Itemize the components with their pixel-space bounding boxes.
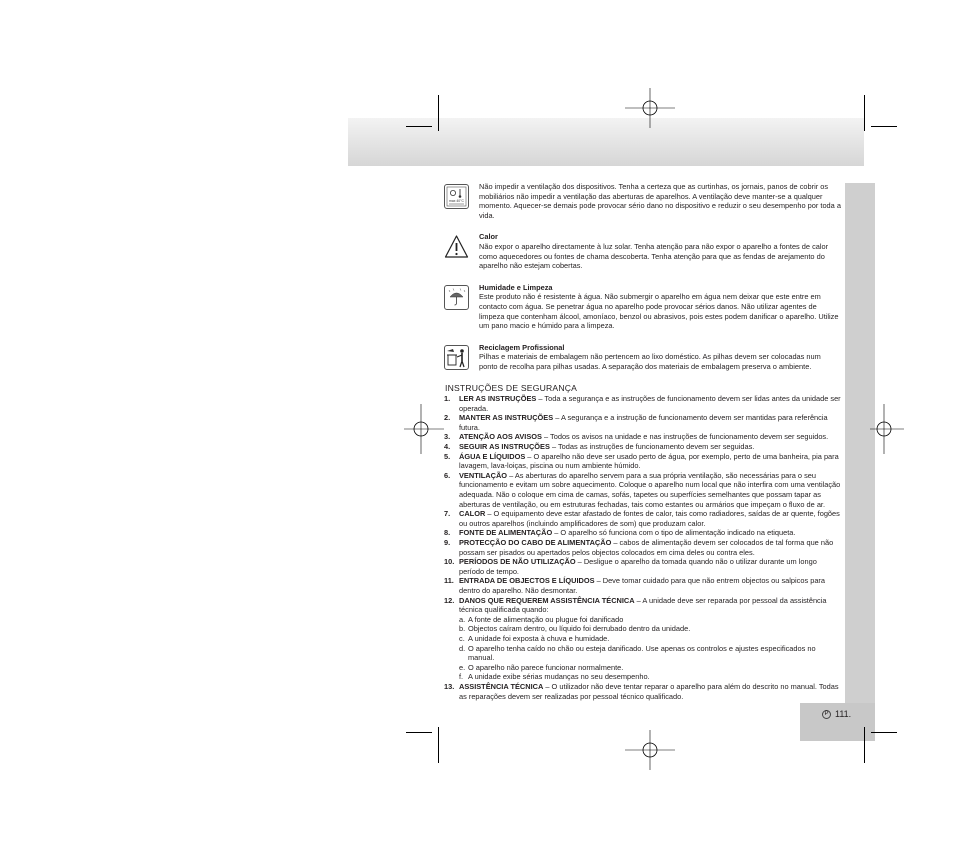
list-item: 5. ÁGUA E LÍQUIDOS – O aparelho não deve ser usado perto de água, por exemplo, perto de uma banheira, pia para lavagem, lava-loiças, piscina ou num ambiente húmido. [444,451,839,471]
registration-mark-left [404,404,444,454]
registration-mark-right [870,404,910,454]
crop-mark [871,126,897,127]
crop-mark [406,732,432,733]
sub-item: c. A unidade foi exposta à chuva e humidade. [459,633,610,643]
list-item: 3. ATENÇÃO AOS AVISOS – Todos os avisos na unidade e nas instruções de funcionamento devem ser seguidos. [444,432,829,442]
recycling-bin-icon [444,345,469,370]
notice-ventilation [444,182,841,220]
page-number-text: 111. [835,709,852,719]
notice-moisture [444,283,841,331]
page-content [444,182,841,701]
crop-mark [438,95,439,131]
list-item: 6. VENTILAÇÃO – As aberturas do aparelho servem para a sua própria ventilação, são necessárias para o seu funcionamento e evitam um sobre aquecimento. Coloque o aparelho num local que não interfira com uma ventilação adequada. Não o coloque em cima de camas, sofás, tapetes ou superfícies semelhantes que possam tapar as aberturas de ventilação, ou em estruturas fechadas, tais como estantes ou armários que impeçam o fluxo de ar. [444,470,841,509]
safety-list-cont [444,682,841,701]
crop-mark [438,727,439,763]
moisture-umbrella-icon [444,285,469,310]
page-number [822,709,851,719]
crop-mark [406,126,432,127]
notice-heat [444,232,841,270]
sub-item: f. A unidade exibe sérias mudanças no seu desempenho. [459,672,650,682]
list-item: 9. PROTECÇÃO DO CABO DE ALIMENTAÇÃO – cabos de alimentação devem ser colocados de tal forma que não possam ser pisados ou apertados pelos objectos colocados em cima deles ou contra eles. [444,538,834,557]
sub-item: b. Objectos caíram dentro, ou líquido foi derrubado dentro da unidade. [459,624,691,634]
language-p-icon: P [822,710,831,719]
sub-item: e. O aparelho não parece funcionar normalmente. [459,662,624,672]
safety-list [444,394,841,615]
notice-title: Humidade e Limpeza [479,282,553,292]
notice-text: Não impedir a ventilação dos dispositivos. Tenha a certeza que as curtinhas, os jornais, panos de cobrir os mobiliários não impedir a ventilação das aberturas de aparelhos. A ventilação deve manter-se a qualquer momento. Aquecer-se demais pode provocar sério dano no dispositivo e reduzir o seu desempenho por toda a vida. [479,182,841,220]
sub-item: d. O aparelho tenha caído no chão ou esteja danificado. Use apenas os controlos e ajustes especificados no manual. [459,643,816,663]
list-item: 2. MANTER AS INSTRUÇÕES – A segurança e a instrução de funcionamento devem ser mantidas para referência futura. [444,413,828,432]
notice-title: Reciclagem Profissional [479,342,565,352]
registration-mark-top [625,88,675,128]
sub-item: a. A fonte de alimentação ou plugue foi danificado [459,614,624,624]
sub-list [444,615,841,682]
ventilation-clearance-icon [444,184,469,209]
notice-text: Não expor o aparelho directamente à luz solar. Tenha atenção para não expor o aparelho a fontes de calor como aquecedores ou fontes de chama descoberta. Tenha atenção para que as fendas de arejamento do aparelho não estejam cobertas. [479,241,829,271]
list-item: 1. LER AS INSTRUÇÕES – Toda a segurança e as instruções de funcionamento devem ser lidas antes da unidade ser operada. [444,394,841,413]
safety-heading: INSTRUÇÕES DE SEGURANÇA [445,382,578,393]
list-item: 7. CALOR – O equipamento deve estar afastado de fontes de calor, tais como radiadores, saídas de ar quente, fogões ou outros aparelhos (incluindo amplificadores de som) que produzam calor. [444,509,840,528]
notice-text: Pilhas e materiais de embalagem não pertencem ao lixo doméstico. As pilhas devem ser colocadas num ponto de recolha para pilhas usadas. A separação dos materiais de embalagem preserva o ambiente. [479,352,821,371]
notice-recycling [444,343,841,372]
registration-mark-bottom [625,730,675,770]
list-item: 8. FONTE DE ALIMENTAÇÃO – O aparelho só funciona com o tipo de alimentação indicado na etiqueta. [444,528,796,538]
crop-mark [864,727,865,763]
notice-text: Este produto não é resistente à água. Não submergir o aparelho em água nem deixar que este entre em contacto com água. Se penetrar água no aparelho pode provocar sérios danos. Não utilizar agentes de limpeza que contenham álcool, amoníaco, benzol ou abrasivos, pois estes podem danificar o aparelho. Utilize um pano macio e húmido para a limpeza. [479,292,839,331]
crop-mark [871,732,897,733]
list-item: 10. PERÍODOS DE NÃO UTILIZAÇÃO – Desligue o aparelho da tomada quando não o utilizar durante um longo período de tempo. [444,557,817,576]
warning-triangle-icon [444,234,469,259]
crop-mark [864,95,865,131]
list-item: 4. SEGUIR AS INSTRUÇÕES – Todas as instruções de funcionamento devem ser seguidas. [444,442,755,452]
list-item: 13. ASSISTÊNCIA TÉCNICA – O utilizador não deve tentar reparar o aparelho para além do descrito no manual. Todas as reparações devem ser realizadas por pessoal técnico qualificado. [444,681,839,701]
list-item: 12. DANOS QUE REQUEREM ASSISTÊNCIA TÉCNICA – A unidade deve ser reparada por pessoal da assistência técnica qualificada quando: [444,595,827,615]
notice-title: Calor [479,232,498,242]
list-item: 11. ENTRADA DE OBJECTOS E LÍQUIDOS – Deve tomar cuidado para que não entrem objectos ou salpicos para dentro do aparelho. Não desmontar. [444,576,825,595]
icon-label: max 40°C [449,199,464,203]
